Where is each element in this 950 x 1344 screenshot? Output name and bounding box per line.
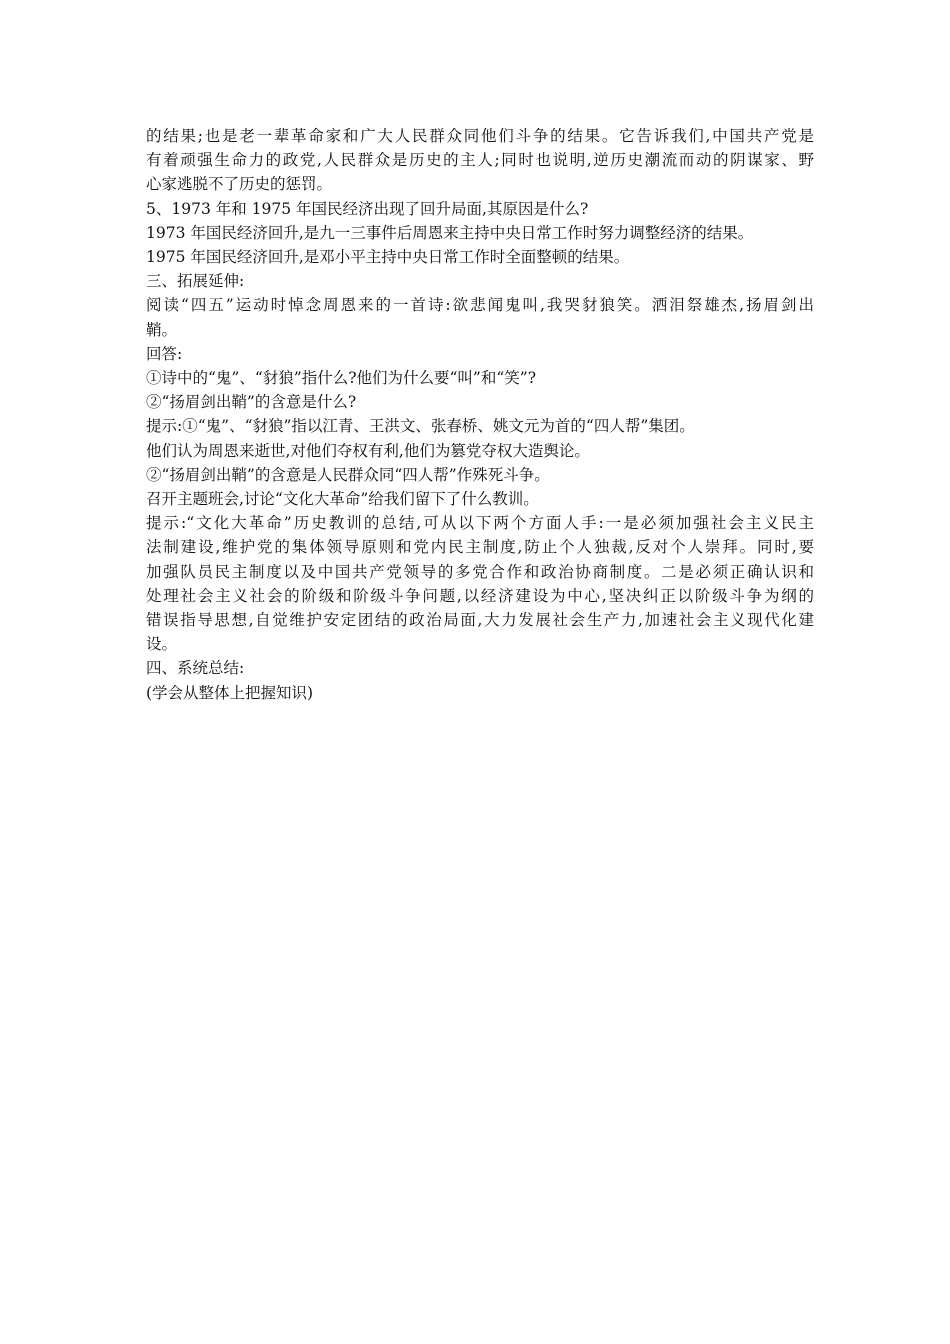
- hint-line: 提示:①“鬼”、“豺狼”指以江青、王洪文、张春桥、姚文元为首的“四人帮”集团。: [146, 417, 695, 436]
- text-line: (学会从整体上把握知识): [146, 683, 314, 702]
- text-line: 错误指导思想,自觉维护安定团结的政治局面,大力发展社会生产力,加速社会主义现代化建: [146, 611, 814, 630]
- answer-label: 回答:: [146, 344, 183, 363]
- text-line: 处理社会主义社会的阶级和阶级斗争问题,以经济建设为中心,坚决纠正以阶级斗争为纲的: [146, 586, 814, 605]
- text-line: 法制建设,维护党的集体领导原则和党内民主制度,防止个人独裁,反对个人崇拜。同时,要: [146, 538, 814, 557]
- text-line: 有着顽强生命力的政党,人民群众是历史的主人;同时也说明,逆历史潮流而动的阴谋家、野: [146, 151, 814, 170]
- text-line: 阅读“四五”运动时悼念周恩来的一首诗:欲悲闻鬼叫,我哭豺狼笑。洒泪祭雄杰,扬眉剑出: [146, 296, 814, 315]
- text-line: 设。: [146, 635, 178, 654]
- section-heading-summary: 四、系统总结:: [146, 659, 245, 678]
- text-line: 他们认为周恩来逝世,对他们夺权有利,他们为篡党夺权大造舆论。: [146, 441, 590, 460]
- text-line: 心家逃脱不了历史的惩罚。: [146, 175, 333, 194]
- text-line: 1973 年国民经济回升,是九一三事件后周恩来主持中央日常工作时努力调整经济的结果。: [146, 223, 754, 242]
- question-item-2: ②“扬眉剑出鞘”的含意是什么?: [146, 393, 357, 412]
- question-item-1: ①诗中的“鬼”、“豺狼”指什么?他们为什么要“叫”和“笑”?: [146, 369, 537, 388]
- text-line: 1975 年国民经济回升,是邓小平主持中央日常工作时全面整顿的结果。: [146, 248, 630, 267]
- text-line: ②“扬眉剑出鞘”的含意是人民群众同“四人帮”作殊死斗争。: [146, 465, 550, 484]
- text-line: 的结果;也是老一辈革命家和广大人民群众同他们斗争的结果。它告诉我们,中国共产党是: [146, 127, 814, 145]
- text-line: 鞘。: [146, 320, 178, 339]
- question-5: 5、1973 年和 1975 年国民经济出现了回升局面,其原因是什么?: [146, 199, 589, 218]
- document-body: [146, 124, 814, 705]
- section-heading-extension: 三、拓展延伸:: [146, 272, 245, 291]
- hint-line: 提示:“文化大革命”历史教训的总结,可从以下两个方面人手:一是必须加强社会主义民主: [146, 514, 814, 533]
- text-line: 加强队员民主制度以及中国共产党领导的多党合作和政治协商制度。二是必须正确认识和: [146, 562, 814, 581]
- text-line: 召开主题班会,讨论“文化大革命”给我们留下了什么教训。: [146, 490, 539, 509]
